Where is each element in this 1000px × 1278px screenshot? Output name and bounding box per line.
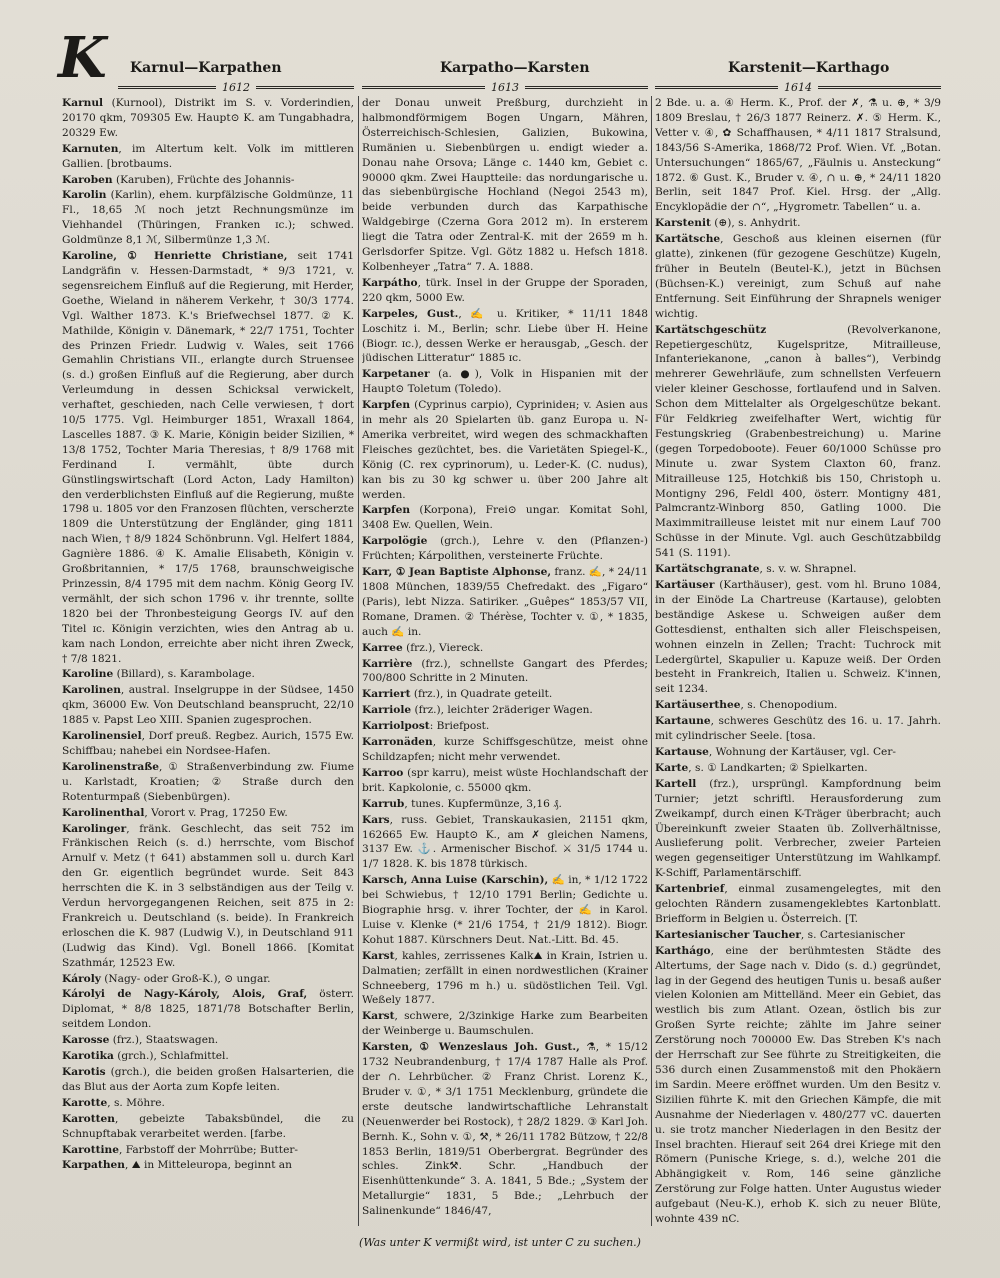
column-divider <box>358 96 359 1226</box>
entry-headword: Kartesianischer Taucher <box>655 928 801 941</box>
entry-text: (Kurnool), Distrikt im S. v. Vorderindien, 20170 qkm, 709305 Ew. Haupt⊙ K. am Tungabhadra, 20329 Ew. <box>62 97 354 139</box>
entry-headword: Karree <box>362 641 403 654</box>
dictionary-entry <box>655 96 941 215</box>
entry-text: , fränk. Geschlecht, das seit 752 im Fränkischen Reich (s. d.) herrschte, vom Bischof Arnulf v. Metz († 641) abstammen soll u. durch Karl den Gr. eigentlich begründet wurde. Seit 843 herrschten die K. in 3 selbständigen aus der Teilg v. Verdun hervorgegangenen Reichen, seit 875 in 2: Frankreich u. Deutschland (s. beide). In Frankreich erloschen die K. 987 (Ludwig V.), in Deutschland 911 (Ludwig das Kind). Vgl. Bonell 1866. [Komitat Szathmár, 12523 Ew. <box>62 822 354 969</box>
entry-headword: Karroo <box>362 766 404 779</box>
dictionary-entry <box>655 698 941 713</box>
dictionary-entry <box>362 813 648 873</box>
dictionary-entry <box>655 216 941 231</box>
dictionary-entry <box>362 873 648 948</box>
page-number: 1614 <box>784 80 812 94</box>
dictionary-entry <box>362 766 648 796</box>
dictionary-entry <box>362 276 648 306</box>
entry-headword: Karpfen <box>362 504 411 517</box>
entry-text: : Briefpost. <box>429 720 490 733</box>
entry-headword: Karr, ① Jean Baptiste Alphonse, <box>362 566 552 579</box>
entry-text: (Karlin), ehem. kurpfälzische Goldmünze, 11 Fl., 18,65 ℳ noch jetzt Rechnungsmünze im Viehhandel (Thüringen, Franken ɪc.); schwed. Goldmünze 8,1 ℳ, Silbermünze 1,3 ℳ. <box>62 189 354 247</box>
entry-text: , gebeizte Tabaksbündel, die zu Schnupftabak verarbeitet werden. [farbe. <box>62 1112 354 1140</box>
dictionary-entry <box>655 578 941 697</box>
entry-text: , s. Möhre. <box>107 1096 165 1109</box>
dictionary-entry <box>62 760 354 805</box>
entry-text: , Dorf preuß. Regbez. Aurich, 1575 Ew. Schiffbau; nahebei ein Nordsee-Hafen. <box>62 730 354 757</box>
entry-text: , Geschoß aus kleinen eisernen (für glatte), zinkenen (für gezogene Geschütze) Kugeln, früher in Beuteln (Beutel-K.), jetzt in Büchsen (Büchsen-K.) vereinigt, zum Schuß auf nahe Entfernung. Seit Einführung der Shrapnels weniger wichtig. <box>655 233 941 320</box>
double-rule <box>256 86 354 89</box>
column-2 <box>362 96 648 1226</box>
double-rule <box>118 86 216 89</box>
dictionary-entry <box>655 714 941 744</box>
entry-headword: Kartäuser <box>655 579 715 591</box>
dictionary-entry <box>362 534 648 564</box>
dictionary-entry <box>62 173 354 188</box>
entry-text: , kurze Schiffsgeschütze, meist ohne Schildzapfen; nicht mehr verwendet. <box>362 736 648 763</box>
entry-headword: Kartell <box>655 777 697 790</box>
dictionary-entry <box>362 1040 648 1219</box>
entry-text: 2 Bde. u. a. ④ Herm. K., Prof. der ✗, ⚗ u. ⊕, * 3/9 1809 Breslau, † 26/3 1877 Reinerz. ✗. ⑤ Herm. K., Vetter v. ④, ✿ Schaffhausen, * 4/11 1817 Stralsund, 1843/56 S-Amerika, 1868/72 Prof. Wien. Vf. „Botan. Untersuchungen“ 1865/67, „Fäulnis u. Ansteckung“ 1872. ⑥ Gust. K., Bruder v. ④, ∩ u. ⊕, * 24/11 1820 Berlin, seit 1847 Prof. Kiel. Hrsg. der „Allg. Encyklopädie der ∩“, „Hygrometr. Tabellen“ u. a. <box>655 97 941 214</box>
column-3 <box>655 96 941 1226</box>
entry-text: , kahles, zerrissenes Kalk⛰ in Krain, Istrien u. Dalmatien; zerfällt in einen nordwestlichen (Krainer Schneeberg, 1796 m h.) u. südöstlichen Teil. Vgl. Weßely 1877. <box>362 949 648 1007</box>
entry-text: (⊕), s. Anhydrit. <box>710 217 801 230</box>
entry-text: , Farbstoff der Mohrrübe; Butter- <box>118 1143 298 1156</box>
entry-text: , Wohnung der Kartäuser, vgl. Cer- <box>708 745 896 758</box>
dictionary-entry <box>62 667 354 682</box>
entry-headword: Karolinenthal <box>62 806 145 819</box>
entry-headword: Karolinensiel <box>62 730 142 743</box>
entry-text: , s. Chenopodium. <box>740 699 838 712</box>
entry-text: (frz.), Staatswagen. <box>109 1034 219 1047</box>
entry-text: (Revolverkanone, Repetiergeschütz, Kugelspritze, Mitrailleuse, Infanteriekanone, „canon à balles“), Verbindg mehrerer Gewehrläufe, zum schnellsten Verfeuern vieler kleiner Geschosse, fortlaufend und in Salven. Schon dem Mittelalter als Orgelgeschütze bekant. Für Feldkrieg zweifelhafter Wert, wichtig für Festungskrieg (Grabenbestreichung) u. Marine (gegen Torpedoboote). Feuer 60/1000 Schüsse pro Minute u. zwar System Claxton 60, franz. Mitrailleuse 125, Hotchkiß bis 150, Christoph u. Montigny 296, Feldl 400, österr. Montigny 481, Palmcrantz-Winborg 850, Gatling 1000. Die Maximmitrailleuse leistet mit nur einem Lauf 700 Schüsse in der Minute. Vgl. auch Geschützabbildg 541 (S. 1191). <box>655 323 941 560</box>
entry-headword: Karpolögie <box>362 535 428 548</box>
entry-headword: Kartenbrief <box>655 883 725 896</box>
dictionary-entry <box>62 729 354 759</box>
column-1-header: Karnul—Karpathen <box>130 60 282 76</box>
entry-text: (grch.), die beiden großen Halsarterien, die das Blut aus der Aorta zum Kopfe leiten. <box>62 1066 354 1093</box>
entry-text: (frz.), Viereck. <box>402 641 484 654</box>
entry-text: (spr karru), meist wüste Hochlandschaft der brit. Kapkolonie, c. 55000 qkm. <box>362 766 648 794</box>
dictionary-entry <box>362 367 648 397</box>
dictionary-entry <box>62 683 354 728</box>
entry-headword: Kartätsche <box>655 233 721 246</box>
entry-text: seit 1741 Landgräfin v. Hessen-Darmstadt, * 9/3 1721, v. segensreichem Einfluß auf die Regierung, mit Herder, Goethe, Wieland in näherem Verkehr, † 30/3 1774. Vgl. Walther 1873. K.'s Briefwechsel 1877. ② K. Mathilde, Königin v. Dänemark, * 22/7 1751, Tochter des Prinzen Friedr. Ludwig v. Wales, seit 1766 Gemahlin Christians VII., erlangte durch Struensee (s. d.) großen Einfluß auf die Regierung, aber durch Verleumdung in dessen Schicksal verwickelt, verhaftet, geschieden, nach Celle verwiesen, † dort 10/5 1775. Vgl. Heimburger 1851, Wraxall 1864, Lascelles 1887. ③ K. Marie, Königin beider Sizilien, * 13/8 1752, Tochter Maria Theresias, † 8/9 1768 mit Ferdinand I. vermählt, übte durch Günstlingswirtschaft (Lord Acton, Lady Hamilton) den verderblichsten Einfluß auf die Regierung, mußte 1798 u. 1805 vor den Franzosen flüchten, verscherzte 1809 die Unterstützung der Engländer, ging 1811 nach Wien, † 8/9 1824 Schönbrunn. Vgl. Helfert 1884, Gagnière 1886. ④ K. Amalie Elisabeth, Königin v. Großbritannien, * 17/5 1768, braunschweigische Prinzessin, 8/4 1795 mit dem nachm. König Georg IV. vermählt, der sich schon 1796 v. ihr trennte, sollte 1820 bei der Thronbesteigung Georgs IV. auf den Titel ɪc. Königin verzichten, wies den Antrag ab u. kam nach London, erreichte aber nicht ihren Zweck, † 7/8 1821. <box>62 250 354 665</box>
entry-headword: Károly <box>62 972 101 985</box>
entry-text: , einmal zusamengelegtes, mit den gelochten Rändern zusamengeklebtes Kartonblatt. Briefform in Belgien u. Österreich. [T. <box>655 883 941 925</box>
dictionary-entry <box>62 1143 354 1158</box>
entry-text: , s. Cartesianischer <box>800 928 905 941</box>
entry-text: (Karuben), Früchte des Johannis- <box>112 173 295 186</box>
dictionary-entry <box>655 761 941 776</box>
entry-text: (Cyprinus carpio), Cyprinideн; v. Asien aus in mehr als 20 Spielarten üb. ganz Europa u. N-Amerika verbreitet, wird wegen des schmackhaften Fleisches gezüchtet, bes. die Varietäten Spiegel-K., König (C. rex cyprinorum), u. Leder-K. (C. nudus), kan bis zu 30 kg schwer u. über 200 Jahre alt werden. <box>362 399 648 501</box>
footer-note: (Was unter K vermißt wird, ist unter C zu suchen.) <box>359 1236 641 1249</box>
column-2-page-number-rule <box>362 80 648 94</box>
entry-headword: Karotika <box>62 1050 114 1063</box>
dictionary-entry <box>62 1112 354 1142</box>
entry-text: (Karthäuser), gest. vom hl. Bruno 1084, in der Einöde La Chartreuse (Kartause), gelobten beständige Askese u. Schweigen außer dem Gottesdienst, enthalten sich aller Fleischspeisen, wohnen einzeln in Zellen; Tracht: Tuchrock mit Ledergürtel, Skapulier u. Kapuze weiß. Der Orden besteht in Frankreich, Italien u. Schweiz. K'innen, seit 1234. <box>655 579 941 696</box>
entry-text: , schweres Geschütz des 16. u. 17. Jahrh. mit cylindrischer Seele. [tosa. <box>655 715 941 743</box>
entry-text: , austral. Inselgruppe in der Südsee, 1450 qkm, 36000 Ew. Von Deutschland beansprucht, 22/10 1885 v. Papst Leo XIII. Spanien zugesprochen. <box>62 684 354 727</box>
entry-headword: Karriert <box>362 688 411 701</box>
page-number: 1612 <box>222 80 250 94</box>
dictionary-entry <box>362 719 648 734</box>
entry-text: franz. ✍, * 24/11 1808 München, 1839/55 Chefredakt. des „Figaro“ (Paris), lebt Nizza. Satiriker. „Guêpes“ 1853/57 VII, Romane, Dramen. ② Thérèse, Tochter v. ①, * 1835, auch ✍ in. <box>362 566 648 638</box>
dictionary-entry <box>655 562 941 577</box>
entry-headword: Karrière <box>362 657 413 670</box>
dictionary-entry <box>655 323 941 562</box>
entry-text: österr. Diplomat, * 8/8 1825, 1871/78 Botschafter Berlin, seitdem London. <box>62 988 354 1031</box>
entry-headword: Karst <box>362 1010 395 1023</box>
entry-text: , s. v. w. Shrapnel. <box>759 563 857 576</box>
entry-headword: Karotte <box>62 1096 108 1109</box>
dictionary-entry <box>62 1049 354 1064</box>
entry-headword: Karrub <box>362 797 405 810</box>
entry-text: , russ. Gebiet, Transkaukasien, 21151 qkm, 162665 Ew. Haupt⊙ K., am ✗ gleichen Namens, 3137 Ew. ⚓. Armenischer Bischof. ⚔ 31/5 1744 u. 1/7 1828. K. bis 1878 türkisch. <box>362 813 648 871</box>
dictionary-entry <box>362 687 648 702</box>
entry-text: , türk. Insel in der Gruppe der Sporaden, 220 qkm, 5000 Ew. <box>362 276 648 304</box>
double-rule <box>525 86 648 89</box>
entry-headword: Károlyi de Nagy-Károly, Alois, Graf, <box>62 988 308 1001</box>
entry-headword: Karronäden <box>362 736 433 749</box>
entry-headword: Karpfen <box>362 399 411 412</box>
dictionary-entry <box>362 703 648 718</box>
entry-headword: Karriole <box>362 704 412 717</box>
entry-headword: Karpathen <box>62 1159 125 1172</box>
entry-headword: Karoline, ① Henriette Christiane, <box>62 250 288 263</box>
entry-text: der Donau unweit Preßburg, durchzieht in halbmondförmigem Bogen Ungarn, Mähren, Österreichisch-Schlesien, Galizien, Bukowina, Rumänien u. Siebenbürgen u. endigt wieder a. Donau nahe Orsova; Länge c. 1440 km, Gebiet c. 90000 qkm. Zwei Hauptteile: das nordungarische u. das siebenbürgische Hochland (Negoi 2543 m), beide verbunden durch das Karpathische Waldgebirge (Czerna Gora 2012 m). In ersterem liegt die Tatra oder Zentral-K. mit der 2659 m h. Gerlsdorfer Spitze. Vgl. Götz 1882 u. Hefsch 1818. Kolbenheyer „Tatra“ 7. A. 1888. <box>362 97 648 273</box>
dictionary-entry <box>362 503 648 533</box>
entry-headword: Karotis <box>62 1066 106 1078</box>
entry-text: ✍ in, * 1/12 1722 bei Schwiebus, † 12/10 1791 Berlin; Gedichte u. Biographie hrsg. v. ihrer Tochter, der ✍ in Karol. Luise v. Klenke (* 21/6 1754, † 21/9 1812). Biogr. Kohut 1887. Kürschners Deut. Nat.-Litt. Bd. 45. <box>362 874 648 946</box>
dictionary-entry <box>62 249 354 666</box>
section-letter: K <box>58 25 107 91</box>
entry-headword: Karthágo <box>655 944 711 957</box>
entry-text: , im Altertum kelt. Volk im mittleren Gallien. [brotbaums. <box>62 142 354 170</box>
entry-headword: Kars <box>362 813 390 826</box>
dictionary-entry <box>362 96 648 275</box>
dictionary-entry <box>362 735 648 765</box>
entry-headword: Karosse <box>62 1034 110 1047</box>
dictionary-entry <box>62 972 354 987</box>
entry-text: , s. ① Landkarten; ② Spielkarten. <box>688 761 868 774</box>
entry-text: (grch.), Lehre v. den (Pflanzen-) Früchten; Kárpolithen, versteinerte Früchte. <box>362 535 648 563</box>
dictionary-entry <box>362 949 648 1009</box>
page-number: 1613 <box>491 80 519 94</box>
entry-text: (Korpona), Frei⊙ ungar. Komitat Sohl, 3408 Ew. Quellen, Wein. <box>362 504 648 532</box>
dictionary-entry <box>655 777 941 881</box>
entry-text: (frz.), ursprüngl. Kampfordnung beim Turnier; jetzt schriftl. Herausforderung zum Zweikampf, durch einen K-Träger überbracht; auch Übereinkunft zweier Staaten üb. Zollverhältnisse, Auslieferung polit. Verbrecher, zweier Parteien wegen gegenseitiger Unterstützung im Wahlkampf. K-Schiff, Parlamentärschiff. <box>655 777 941 880</box>
dictionary-entry <box>62 1096 354 1111</box>
entry-text: , tunes. Kupfermünze, 3,16 ₰. <box>404 797 562 810</box>
entry-headword: Kartause <box>655 745 709 758</box>
entry-headword: Karstenit <box>655 217 711 230</box>
entry-headword: Kartätschgranate <box>655 563 760 576</box>
entry-text: (frz.), schnellste Gangart des Pferdes; 700/800 Schritte in 2 Minuten. <box>362 657 648 685</box>
entry-headword: Karst <box>362 949 395 962</box>
entry-text: (frz.), leichter 2räderiger Wagen. <box>411 704 593 717</box>
dictionary-entry <box>62 142 354 172</box>
entry-text: , schwere, 2/3zinkige Harke zum Bearbeiten der Weinberge u. Baumschulen. <box>362 1010 648 1038</box>
dictionary-entry <box>362 565 648 640</box>
dictionary-entry <box>62 806 354 821</box>
entry-text: (Nagy- oder Groß-K.), ⊙ ungar. <box>100 972 271 985</box>
dictionary-entry <box>62 822 354 971</box>
entry-headword: Karnul <box>62 97 104 109</box>
dictionary-entry <box>655 232 941 321</box>
entry-headword: Karoben <box>62 173 113 186</box>
entry-text: ⚗, * 15/12 1732 Neubrandenburg, † 17/4 1787 Halle als Prof. der ∩. Lehrbücher. ② Franz Christ. Lorenz K., Bruder v. ①, * 3/1 1751 Mecklenburg, gründete die erste deutsche landwirtschaftliche Lehranstalt (Neuenwerder bei Rostock), † 28/2 1829. ③ Karl Joh. Bernh. K., Sohn v. ①, ⚒, * 26/11 1782 Bützow, † 22/8 1853 Berlin, 1819/51 Oberbergrat. Begründer des schles. Zink⚒. Schr. „Handbuch der Eisenhüttenkunde“ 3. A. 1841, 5 Bde.; „System der Metallurgie“ 1831, 5 Bde.; „Lehrbuch der Salinenkunde“ 1846/47, <box>362 1041 648 1218</box>
dictionary-entry <box>655 944 941 1226</box>
dictionary-entry <box>62 188 354 248</box>
entry-headword: Karsten, ① Wenzeslaus Joh. Gust., <box>362 1041 580 1054</box>
dictionary-entry <box>362 797 648 812</box>
entry-text: (frz.), in Quadrate geteilt. <box>410 688 553 701</box>
entry-text: (grch.), Schlafmittel. <box>113 1050 229 1063</box>
double-rule <box>655 86 778 89</box>
dictionary-entry <box>362 398 648 502</box>
entry-headword: Karolin <box>62 189 107 202</box>
dictionary-entry <box>362 307 648 367</box>
entry-text: (a. ●), Volk in Hispanien mit der Haupt⊙ Toletum (Toledo). <box>362 368 648 396</box>
entry-headword: Karolinger <box>62 822 127 835</box>
column-3-page-number-rule <box>655 80 941 94</box>
dictionary-entry <box>362 657 648 687</box>
entry-headword: Karolinenstraße <box>62 760 160 773</box>
entry-headword: Karsch, Anna Luise (Karschin), <box>362 874 549 887</box>
entry-headword: Kartaune <box>655 715 711 728</box>
entry-headword: Karottine <box>62 1143 119 1156</box>
double-rule <box>362 86 485 89</box>
entry-headword: Karpátho <box>362 276 418 289</box>
dictionary-entry <box>62 1158 354 1173</box>
column-1-page-number-rule <box>118 80 354 94</box>
entry-headword: Karpeles, Gust. <box>362 307 459 320</box>
column-3-header: Karstenit—Karthago <box>728 60 890 76</box>
entry-headword: Karriolpost <box>362 720 430 733</box>
entry-headword: Kartätschgeschütz <box>655 323 767 336</box>
dictionary-entry <box>62 987 354 1032</box>
entry-headword: Kartäuserthee <box>655 699 741 712</box>
entry-headword: Karte <box>655 761 689 774</box>
entry-text: , ✍ u. Kritiker, * 11/11 1848 Loschitz i. M., Berlin; schr. Liebe über H. Heine (Biogr. ɪc.), dessen Werke er herausgab, „Gesch. der jüdischen Litteratur“ 1885 ɪc. <box>362 307 648 365</box>
dictionary-entry <box>362 1009 648 1039</box>
dictionary-entry <box>62 96 354 141</box>
entry-headword: Karpetaner <box>362 368 430 381</box>
dictionary-entry <box>655 745 941 760</box>
column-2-header: Karpatho—Karsten <box>440 60 590 76</box>
entry-text: , ① Straßenverbindung zw. Fiume u. Karlstadt, Kroatien; ② Straße durch den Rotenturmpaß (Siebenbürgen). <box>62 760 354 803</box>
column-1 <box>62 96 354 1226</box>
entry-headword: Karnuten <box>62 142 119 155</box>
dictionary-entry <box>62 1065 354 1095</box>
entry-text: , Vorort v. Prag, 17250 Ew. <box>144 806 288 819</box>
entry-text: (Billard), s. Karambolage. <box>113 668 255 681</box>
double-rule <box>818 86 941 89</box>
dictionary-entry <box>655 928 941 943</box>
column-divider <box>651 96 652 1226</box>
entry-headword: Karoline <box>62 668 114 681</box>
dictionary-entry <box>62 1033 354 1048</box>
entry-headword: Karotten <box>62 1112 115 1125</box>
entry-text: , eine der berühmtesten Städte des Altertums, der Sage nach v. Dido (s. d.) gegründet, lag in der Gegend des heutigen Tunis u. besaß außer vielen Kolonien am Mittelländ. Meer ein Gebiet, das westlich bis zum Atlant. Ozean, östlich bis zur Großen Syrte reichte; zählte im Jahre seiner Zerstörung noch 700000 Ew. Das Streben K's nach der Herrschaft zur See führte zu Streitigkeiten, die 536 durch einen Zusammenstoß mit den Phokäern im Sardin. Meere eröffnet wurden. Um den Besitz v. Sizilien führte K. mit den Griechen Kämpfe, die mit Ausnahme der Niederlagen v. 480/277 vC. dauerten u. sie trotz mancher Niederlagen in den Besitz der Insel brachten. Hierauf seit 264 drei Kriege mit den Römern (Punische Kriege, s. d.), welche 201 die Abhängigkeit v. Rom, 146 seine gänzliche Zerstörung zur Folge hatten. Unter Augustus wieder aufgebaut (Neu-K.), erhob K. sich zu neuer Blüte, wohnte 439 nC. <box>655 944 941 1226</box>
entry-text: , ⛰ in Mitteleuropa, beginnt an <box>124 1159 292 1172</box>
dictionary-entry <box>655 882 941 927</box>
dictionary-entry <box>362 641 648 656</box>
entry-headword: Karolinen <box>62 684 121 697</box>
